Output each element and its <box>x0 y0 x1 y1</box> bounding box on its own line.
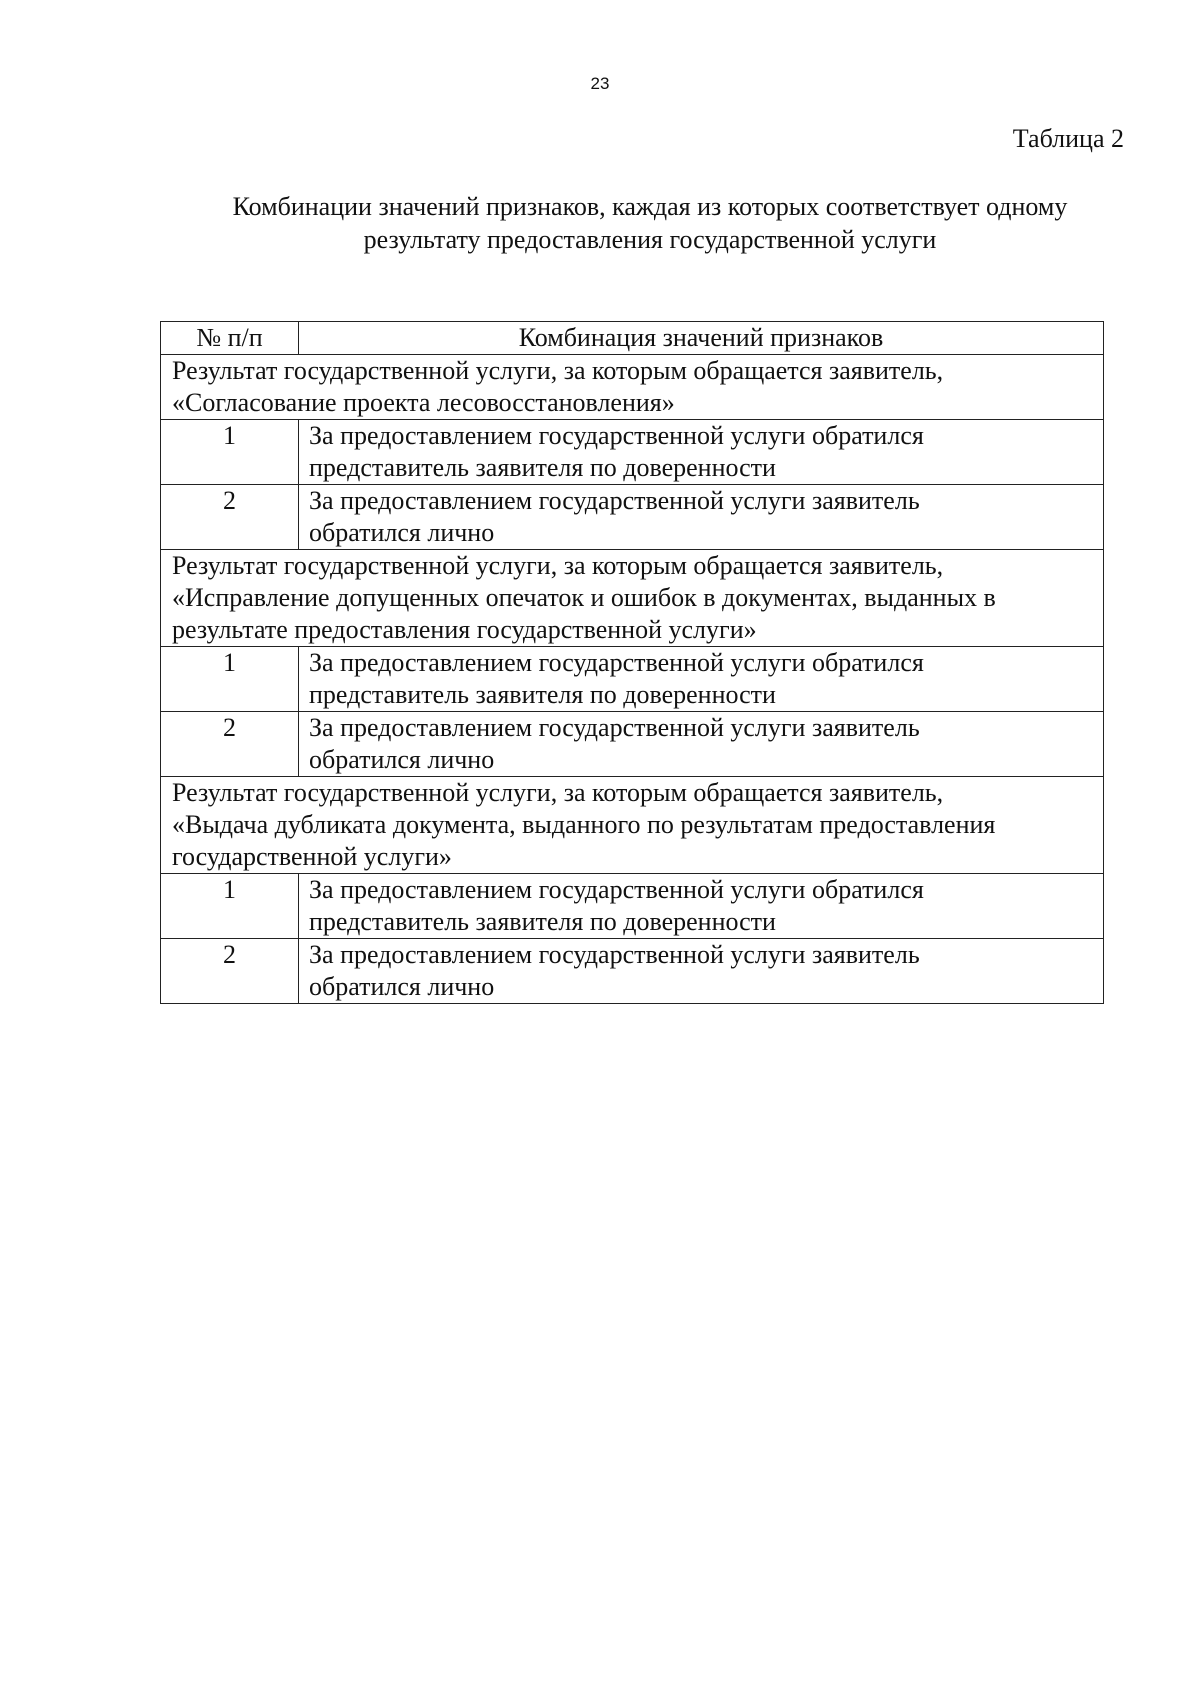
section-heading-cell <box>161 550 1104 647</box>
section-heading-line: результате предоставления государственной услуги» <box>172 615 757 644</box>
row-number-cell: 1 <box>161 874 299 939</box>
row-number-cell: 1 <box>161 647 299 712</box>
table-label: Таблица 2 <box>1012 124 1124 153</box>
combination-line: За предоставлением государственной услуги заявитель <box>309 486 920 515</box>
table-row <box>161 939 1104 1004</box>
row-combination-cell <box>299 420 1104 485</box>
section-heading-line: «Исправление допущенных опечаток и ошибок в документах, выданных в <box>172 583 996 612</box>
section-heading-row <box>161 355 1104 420</box>
combination-line: представитель заявителя по доверенности <box>309 680 776 709</box>
document-title-line: результату предоставления государственной услуги <box>363 225 937 254</box>
combination-line: обратился лично <box>309 518 495 547</box>
section-heading-row <box>161 550 1104 647</box>
combination-line: обратился лично <box>309 972 495 1001</box>
section-heading-line: «Выдача дубликата документа, выданного по результатам предоставления <box>172 810 996 839</box>
document-title <box>170 190 1130 256</box>
table-header-row <box>161 322 1104 355</box>
row-combination-cell <box>299 874 1104 939</box>
section-heading-row <box>161 777 1104 874</box>
header-combination-cell: Комбинация значений признаков <box>299 322 1104 355</box>
section-heading-cell <box>161 777 1104 874</box>
document-title-line: Комбинации значений признаков, каждая из которых соответствует одному <box>232 192 1068 221</box>
table-row <box>161 647 1104 712</box>
combination-line: За предоставлением государственной услуги заявитель <box>309 713 920 742</box>
page-number: 23 <box>590 74 610 93</box>
section-heading-line: государственной услуги» <box>172 842 452 871</box>
combination-line: За предоставлением государственной услуги обратился <box>309 875 924 904</box>
row-number-cell: 2 <box>161 712 299 777</box>
combination-line: За предоставлением государственной услуги обратился <box>309 421 924 450</box>
row-combination-cell <box>299 712 1104 777</box>
combinations-table <box>160 321 1104 1004</box>
header-number-cell: № п/п <box>161 322 299 355</box>
row-number-cell: 2 <box>161 485 299 550</box>
row-combination-cell <box>299 485 1104 550</box>
combination-line: представитель заявителя по доверенности <box>309 907 776 936</box>
table-row <box>161 712 1104 777</box>
section-heading-cell <box>161 355 1104 420</box>
table-row <box>161 485 1104 550</box>
row-number-cell: 2 <box>161 939 299 1004</box>
section-heading-line: Результат государственной услуги, за которым обращается заявитель, <box>172 356 944 385</box>
section-heading-line: Результат государственной услуги, за которым обращается заявитель, <box>172 778 944 807</box>
table-row <box>161 874 1104 939</box>
combination-line: За предоставлением государственной услуги заявитель <box>309 940 920 969</box>
row-combination-cell <box>299 939 1104 1004</box>
section-heading-line: «Согласование проекта лесовосстановления» <box>172 388 675 417</box>
row-combination-cell <box>299 647 1104 712</box>
table-row <box>161 420 1104 485</box>
section-heading-line: Результат государственной услуги, за которым обращается заявитель, <box>172 551 944 580</box>
combination-line: За предоставлением государственной услуги обратился <box>309 648 924 677</box>
combination-line: представитель заявителя по доверенности <box>309 453 776 482</box>
row-number-cell: 1 <box>161 420 299 485</box>
combination-line: обратился лично <box>309 745 495 774</box>
